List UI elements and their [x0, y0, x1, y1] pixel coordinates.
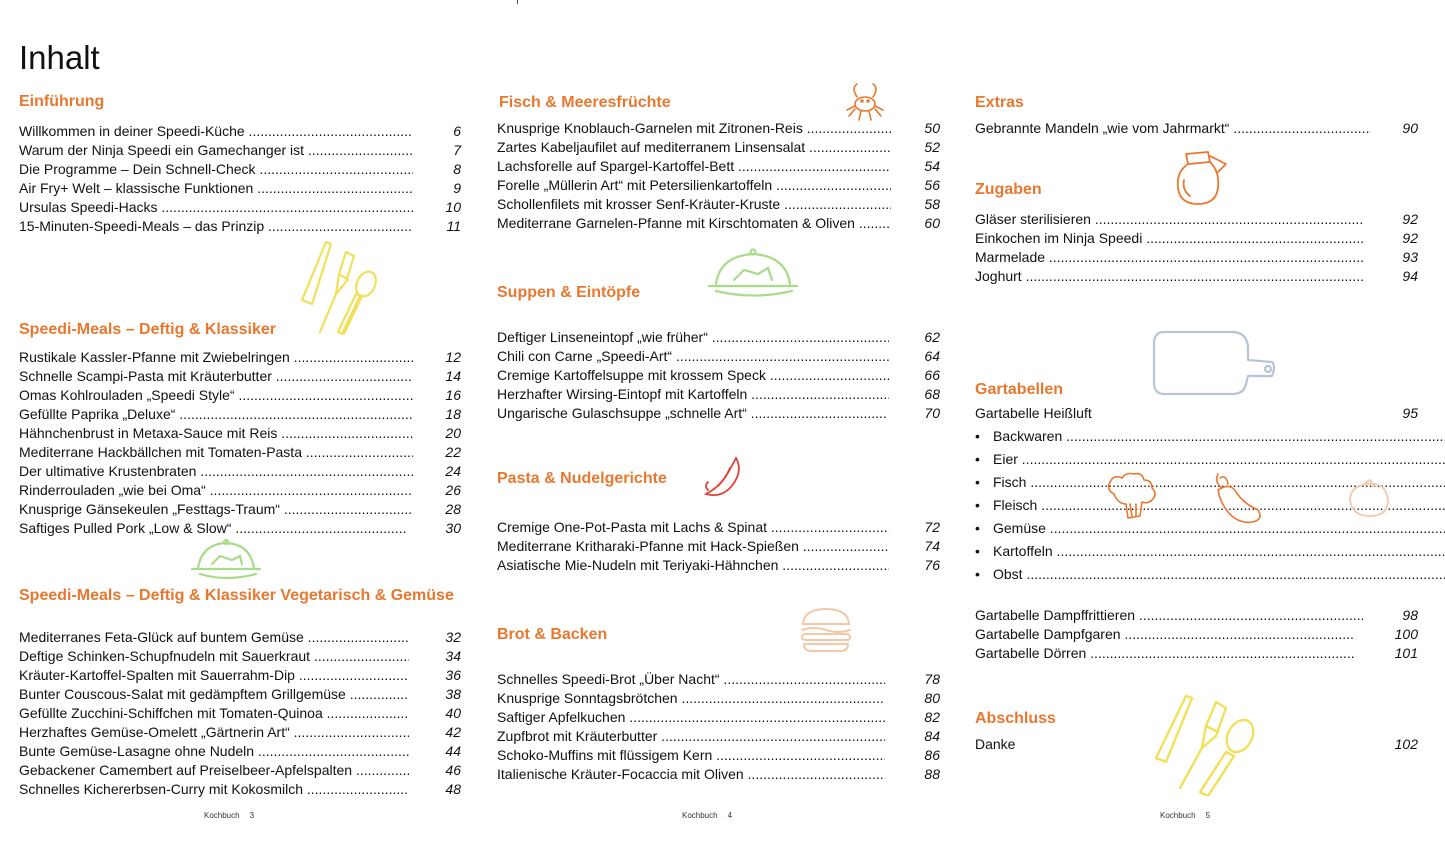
toc-entry-page: 95	[1402, 405, 1418, 421]
toc-entry-page: 70	[924, 405, 940, 421]
toc-entry-page: 44	[445, 743, 461, 759]
toc-entry-title: Air Fry+ Welt – klassische Funktionen .....	[19, 179, 413, 198]
bullet-dot: •	[975, 451, 980, 467]
toc-entry-page: 60	[924, 215, 940, 231]
toc-entry-title: Gläser sterilisieren .....	[975, 210, 1363, 229]
toc-entry-title: Der ultimative Krustenbraten .....	[19, 462, 413, 481]
toc-entry-page: 56	[924, 177, 940, 193]
toc-entry-title: Gebackener Camembert auf Preiselbeer-Apfelspalten .....	[19, 761, 409, 780]
toc-entry-page: 94	[1402, 268, 1418, 284]
toc-entry-page: 84	[924, 728, 940, 744]
toc-entry-title: Ungarische Gulaschsuppe „schnelle Art“ .....	[497, 404, 887, 423]
toc-entry-title: Ursulas Speedi-Hacks .....	[19, 198, 413, 217]
cutting-board-icon	[1150, 328, 1278, 398]
toc-entry-title: Schnelles Speedi-Brot „Über Nacht“ .....	[497, 670, 885, 689]
toc-entry-page: 98	[1402, 607, 1418, 623]
toc-entry-title: 15-Minuten-Speedi-Meals – das Prinzip .....	[19, 217, 413, 236]
toc-entry-page: 34	[445, 648, 461, 664]
toc-entry-page: 8	[453, 161, 461, 177]
toc-entry-page: 48	[445, 781, 461, 797]
toc-entry-title: Marmelade .....	[975, 248, 1363, 267]
toc-entry-page: 64	[924, 348, 940, 364]
toc-entry-page: 62	[924, 329, 940, 345]
toc-entry-title: Bunte Gemüse-Lasagne ohne Nudeln .....	[19, 742, 409, 761]
section-heading-abschluss: Abschluss	[975, 710, 1056, 727]
toc-entry-page: 58	[924, 196, 940, 212]
toc-entry-page: 102	[1394, 736, 1418, 752]
section-heading-vegetarisch: Speedi-Meals – Deftig & Klassiker Vegetarisch & Gemüse	[19, 587, 454, 604]
toc-entry-title: Forelle „Müllerin Art“ mit Petersilienkartoffeln .....	[497, 176, 891, 195]
bullet-label: Gemüse .....	[993, 519, 1445, 538]
toc-entry-page: 88	[924, 766, 940, 782]
bullet-dot: •	[975, 497, 980, 513]
toc-entry-page: 36	[445, 667, 461, 683]
section-heading-zugaben: Zugaben	[975, 181, 1042, 198]
bullet-label: Kartoffeln .....	[993, 542, 1445, 561]
toc-entry-page: 92	[1402, 230, 1418, 246]
toc-entry-title: Hähnchenbrust in Metaxa-Sauce mit Reis .....	[19, 424, 413, 443]
toc-entry-page: 26	[445, 482, 461, 498]
toc-entry-page: 100	[1394, 626, 1418, 642]
toc-entry-page: 38	[445, 686, 461, 702]
toc-entry-title: Joghurt .....	[975, 267, 1363, 286]
toc-entry-page: 32	[445, 629, 461, 645]
toc-entry-page: 9	[453, 180, 461, 196]
toc-entry-title: Schnelle Scampi-Pasta mit Kräuterbutter .....	[19, 367, 413, 386]
page-title: Inhalt	[19, 39, 100, 76]
tomato-icon	[1346, 476, 1392, 520]
toc-entry-title: Chili con Carne „Speedi-Art“ .....	[497, 347, 889, 366]
bullet-label: Fisch .....	[993, 473, 1445, 492]
toc-entry-title: Mediterrane Garnelen-Pfanne mit Kirschtomaten & Oliven .....	[497, 214, 891, 233]
toc-entry-page: 93	[1402, 249, 1418, 265]
toc-entry-title: Asiatische Mie-Nudeln mit Teriyaki-Hähnchen .....	[497, 556, 889, 575]
toc-entry-page: 10	[445, 199, 461, 215]
toc-entry-page: 40	[445, 705, 461, 721]
cloche-icon	[706, 248, 800, 298]
toc-entry-title: Deftiger Linseneintopf „wie früher“ .....	[497, 328, 889, 347]
toc-entry-title: Saftiges Pulled Pork „Low & Slow“ .....	[19, 519, 407, 538]
toc-entry-title: Omas Kohlrouladen „Speedi Style“ .....	[19, 386, 413, 405]
toc-entry-page: 14	[445, 368, 461, 384]
toc-entry-page: 18	[445, 406, 461, 422]
toc-entry-title: Kräuter-Kartoffel-Spalten mit Sauerrahm-Dip .....	[19, 666, 409, 685]
toc-entry-page: 54	[924, 158, 940, 174]
cutlery-icon	[298, 234, 378, 338]
toc-entry-title: Gefüllte Zucchini-Schiffchen mit Tomaten-Quinoa .....	[19, 704, 409, 723]
broccoli-icon	[1104, 470, 1160, 522]
toc-entry-title: Zartes Kabeljaufilet auf mediterranem Linsensalat .....	[497, 138, 891, 157]
toc-entry-page: 6	[453, 123, 461, 139]
toc-entry-page: 30	[445, 520, 461, 536]
bullet-label: Eier .....	[993, 450, 1445, 469]
toc-entry-page: 52	[924, 139, 940, 155]
toc-entry-title: Die Programme – Dein Schnell-Check .....	[19, 160, 413, 179]
toc-entry-page: 20	[445, 425, 461, 441]
toc-entry-title: Gartabelle Dampffrittieren .....	[975, 606, 1363, 625]
section-heading-pasta: Pasta & Nudelgerichte	[497, 470, 667, 487]
toc-entry-page: 78	[924, 671, 940, 687]
toc-entry-title: Rinderrouladen „wie bei Oma“ .....	[19, 481, 413, 500]
bullet-dot: •	[975, 520, 980, 536]
toc-entry-title: Cremige Kartoffelsuppe mit krossem Speck .....	[497, 366, 889, 385]
toc-entry-page: 82	[924, 709, 940, 725]
toc-entry-page: 22	[445, 444, 461, 460]
footer-label: Kochbuch	[1160, 811, 1196, 820]
footer-page-number: 5	[1205, 811, 1211, 820]
eggplant-icon	[1208, 470, 1264, 526]
burger-icon	[798, 606, 854, 654]
bullet-dot: •	[975, 566, 980, 582]
toc-entry-page: 46	[445, 762, 461, 778]
toc-entry-page: 90	[1402, 120, 1418, 136]
toc-entry-title: Schoko-Muffins mit flüssigem Kern .....	[497, 746, 885, 765]
toc-entry-title: Bunter Couscous-Salat mit gedämpftem Grillgemüse .....	[19, 685, 409, 704]
toc-entry-page: 28	[445, 501, 461, 517]
toc-entry-title: Gartabelle Dampfgaren .....	[975, 625, 1353, 644]
bullet-dot: •	[975, 543, 980, 559]
top-edge-mark	[517, 0, 518, 4]
section-heading-suppen: Suppen & Eintöpfe	[497, 284, 641, 301]
bullet-dot: •	[975, 428, 980, 444]
page-footer	[682, 811, 742, 820]
toc-entry-page: 68	[924, 386, 940, 402]
toc-entry-title: Herzhafter Wirsing-Eintopf mit Kartoffeln .....	[497, 385, 889, 404]
toc-entry-title: Mediterrane Kritharaki-Pfanne mit Hack-Spießen .....	[497, 537, 889, 556]
toc-entry-page: 50	[924, 120, 940, 136]
toc-entry-title: Zupfbrot mit Kräuterbutter .....	[497, 727, 885, 746]
toc-entry-title: Gefüllte Paprika „Deluxe“ .....	[19, 405, 413, 424]
toc-entry-page: 11	[446, 218, 461, 234]
toc-entry-page: 86	[924, 747, 940, 763]
toc-entry-title: Mediterranes Feta-Glück auf buntem Gemüse .....	[19, 628, 409, 647]
page-footer	[1160, 811, 1220, 820]
toc-entry-page: 76	[924, 557, 940, 573]
toc-entry-page: 92	[1402, 211, 1418, 227]
footer-page-number: 3	[249, 811, 255, 820]
toc-entry-title: Mediterrane Hackbällchen mit Tomaten-Pasta .....	[19, 443, 413, 462]
toc-entry-page: 24	[445, 463, 461, 479]
toc-entry-title: Herzhaftes Gemüse-Omelett „Gärtnerin Art“ .....	[19, 723, 409, 742]
page-footer	[204, 811, 264, 820]
toc-entry-page: 74	[924, 538, 940, 554]
bullet-label: Fleisch .....	[993, 496, 1445, 515]
chili-icon	[700, 454, 744, 500]
toc-entry-title: Deftige Schinken-Schupfnudeln mit Sauerkraut .....	[19, 647, 409, 666]
toc-entry-title: Gebrannte Mandeln „wie vom Jahrmarkt“ .....	[975, 119, 1371, 138]
bullet-label: Backwaren .....	[993, 427, 1445, 446]
bullet-label: Obst .....	[993, 565, 1445, 584]
toc-entry-title: Danke	[975, 736, 1016, 752]
toc-entry-title: Rustikale Kassler-Pfanne mit Zwiebelringen .....	[19, 348, 413, 367]
toc-entry-title: Knusprige Knoblauch-Garnelen mit Zitronen-Reis .....	[497, 119, 891, 138]
toc-entry-page: 101	[1394, 645, 1418, 661]
footer-page-number: 4	[727, 811, 733, 820]
toc-entry-page: 7	[453, 142, 461, 158]
toc-entry-title: Einkochen im Ninja Speedi .....	[975, 229, 1363, 248]
toc-entry-title: Schollenfilets mit krosser Senf-Kräuter-Kruste .....	[497, 195, 891, 214]
section-heading-brot: Brot & Backen	[497, 626, 608, 643]
toc-entry-page: 72	[924, 519, 940, 535]
toc-entry-page: 80	[924, 690, 940, 706]
footer-label: Kochbuch	[682, 811, 718, 820]
toc-entry-title: Cremige One-Pot-Pasta mit Lachs & Spinat .....	[497, 518, 889, 537]
footer-label: Kochbuch	[204, 811, 240, 820]
toc-entry-title: Lachsforelle auf Spargel-Kartoffel-Bett .....	[497, 157, 891, 176]
toc-entry-page: 42	[445, 724, 461, 740]
toc-entry-page: 12	[445, 349, 461, 365]
toc-entry-title: Gartabelle Heißluft	[975, 405, 1092, 421]
toc-entry-title: Schnelles Kichererbsen-Curry mit Kokosmilch .....	[19, 780, 409, 799]
section-heading-deftig-klassiker: Speedi-Meals – Deftig & Klassiker	[19, 321, 276, 338]
toc-entry-title: Saftiger Apfelkuchen .....	[497, 708, 885, 727]
section-heading-einfuehrung: Einführung	[19, 93, 105, 110]
toc-entry-title: Knusprige Gänsekeulen „Festtags-Traum“ .....	[19, 500, 413, 519]
section-heading-fisch: Fisch & Meeresfrüchte	[499, 94, 671, 111]
jar-icon	[1172, 150, 1234, 208]
toc-entry-title: Gartabelle Dörren .....	[975, 644, 1356, 663]
bullet-dot: •	[975, 474, 980, 490]
toc-entry-page: 16	[445, 387, 461, 403]
toc-entry-page: 66	[924, 367, 940, 383]
toc-entry-title: Italienische Kräuter-Focaccia mit Oliven .....	[497, 765, 885, 784]
toc-entry-title: Willkommen in deiner Speedi-Küche .....	[19, 122, 413, 141]
section-heading-gartabellen: Gartabellen	[975, 381, 1064, 398]
cloche-icon	[190, 538, 262, 580]
crab-icon	[843, 80, 887, 124]
toc-entry-title: Warum der Ninja Speedi ein Gamechanger ist .....	[19, 141, 413, 160]
toc-entry-title: Knusprige Sonntagsbrötchen .....	[497, 689, 885, 708]
section-heading-extras: Extras	[975, 94, 1024, 111]
